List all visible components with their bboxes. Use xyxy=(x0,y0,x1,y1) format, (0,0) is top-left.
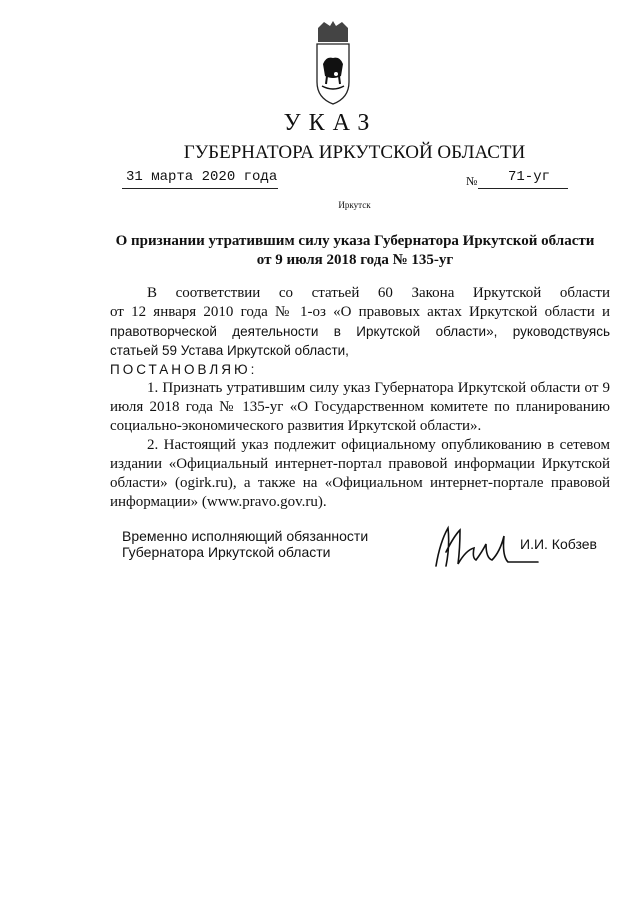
preamble-line-1: В соответствии со статьей 60 Закона Иркутской области xyxy=(147,285,610,301)
preamble-line-3: правотворческой деятельности в Иркутской области», руководствуясь xyxy=(110,324,610,339)
decree-number: 71-уг xyxy=(508,169,551,185)
decree-heading xyxy=(100,232,610,270)
position-line-1: Временно исполняющий обязанности xyxy=(122,528,369,544)
position-line-2: Губернатора Иркутской области xyxy=(122,544,331,560)
decree-body xyxy=(110,284,610,512)
signer-name: И.И. Кобзев xyxy=(520,536,597,552)
number-underline xyxy=(478,188,568,189)
item-1: 1. Признать утратившим силу указ Губернатора Иркутской области от 9 июля 2018 года № 135-уг «О Государственном комитете по планированию социально-экономического развития Иркутской области». xyxy=(110,380,610,434)
coat-of-arms-icon xyxy=(314,20,352,120)
city-label: Иркутск xyxy=(338,200,371,210)
decree-date: 31 марта 2020 года xyxy=(126,169,278,185)
document-title: УКАЗ xyxy=(283,110,378,136)
date-underline xyxy=(122,188,278,189)
heading-line-1: О признании утратившим силу указа Губернатора Иркутской области xyxy=(115,233,595,249)
item-2: 2. Настоящий указ подлежит официальному опубликованию в сетевом издании «Официальный интернет-портал правовой информации Иркутской области» (ogirk.ru), а также на «Официальном интернет-портале правовой информации» (www.pravo.gov.ru). xyxy=(110,437,610,510)
heading-line-2: от 9 июля 2018 года № 135-уг xyxy=(256,252,454,268)
preamble-line-2: от 12 января 2010 года № 1-оз «О правовых актах Иркутской области и xyxy=(110,304,610,320)
number-sign: № xyxy=(466,174,478,188)
decree-word: ПОСТАНОВЛЯЮ: xyxy=(110,362,258,377)
document-subtitle: ГУБЕРНАТОРА ИРКУТСКОЙ ОБЛАСТИ xyxy=(183,142,526,163)
preamble-line-4: статьей 59 Устава Иркутской области, xyxy=(110,343,349,358)
signatory-position xyxy=(122,528,368,560)
